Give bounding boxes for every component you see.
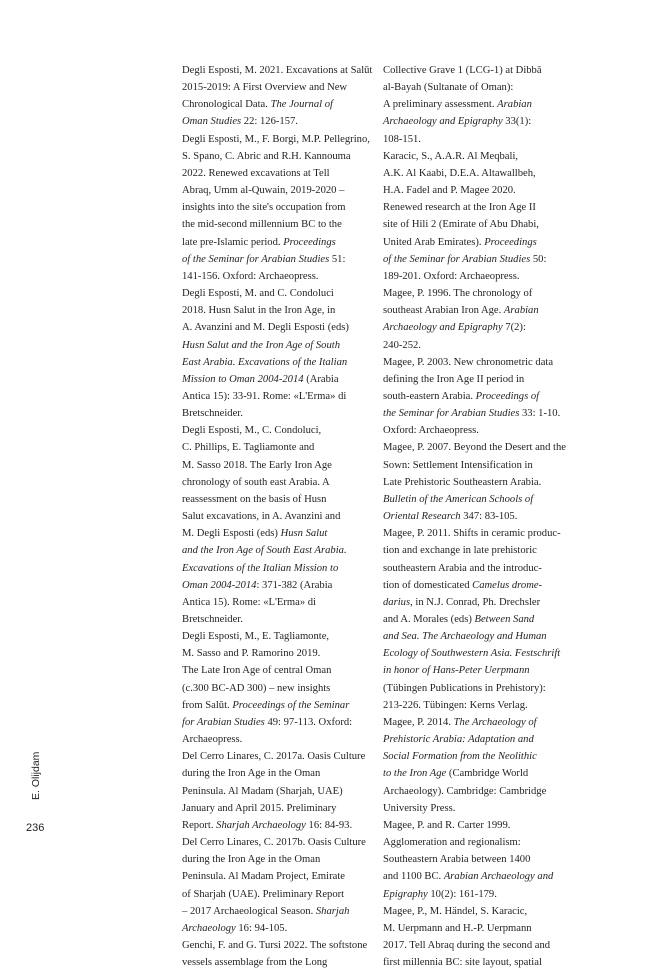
reference-line: Archaeology). Cambridge: Cambridge xyxy=(383,785,547,797)
reference-line: 108-151. xyxy=(383,133,421,145)
reference-line: Prehistoric Arabia: Adaptation and xyxy=(383,734,534,746)
reference-line: 240-252. xyxy=(383,339,421,351)
reference-line: Oman 2004-2014: 371-382 (Arabia xyxy=(182,579,333,591)
reference-line: 2022. Renewed excavations at Tell xyxy=(182,167,330,179)
reference-line: for Arabian Studies 49: 97-113. Oxford: xyxy=(182,716,353,728)
reference-line: S. Spano, C. Abric and R.H. Kannouma xyxy=(182,150,351,162)
reference-line: in honor of Hans-Peter Uerpmann xyxy=(383,665,530,677)
reference-line: Southeastern Arabia between 1400 xyxy=(383,854,531,866)
reference-line: 2015-2019: A First Overview and New xyxy=(182,82,348,94)
reference-line: 189-201. Oxford: Archaeopress. xyxy=(383,270,520,282)
reference-line: southeastern Arabia and the introduc- xyxy=(383,562,542,574)
reference-line: and the Iron Age of South East Arabia. xyxy=(182,545,347,557)
reference-line: insights into the site's occupation from xyxy=(182,202,346,214)
reference-line: – 2017 Archaeological Season. Sharjah xyxy=(182,905,350,917)
reference-line: A. Avanzini and M. Degli Esposti (eds) xyxy=(182,322,349,334)
reference-line: Magee, P. 2003. New chronometric data xyxy=(383,356,554,368)
reference-line: Excavations of the Italian Mission to xyxy=(182,562,339,574)
reference-line: site of Hili 2 (Emirate of Abu Dhabi, xyxy=(383,219,539,231)
reference-line: of the Seminar for Arabian Studies 51: xyxy=(182,253,346,265)
reference-line: M. Sasso and P. Ramorino 2019. xyxy=(182,648,321,660)
running-head-author: E. Olijdam xyxy=(30,751,42,800)
reference-line: the Seminar for Arabian Studies 33: 1-10. xyxy=(383,408,561,420)
reference-line: Bretschneider. xyxy=(182,614,243,625)
reference-line: Karacic, S., A.A.R. Al Meqbali, xyxy=(383,150,519,162)
reference-line: Peninsula. Al Madam Project, Emirate xyxy=(182,871,345,883)
reference-column-right xyxy=(383,62,565,971)
reference-entry xyxy=(383,439,565,525)
reference-line: Degli Esposti, M., C. Condoluci, xyxy=(182,425,322,437)
reference-entry xyxy=(182,748,376,834)
reference-line: Report. Sharjah Archaeology 16: 84-93. xyxy=(182,819,353,831)
reference-line: Abraq, Umm al-Quwain, 2019-2020 – xyxy=(182,185,345,197)
reference-line: defining the Iron Age II period in xyxy=(383,373,525,385)
reference-line: late pre-Islamic period. Proceedings xyxy=(182,236,336,248)
reference-line: of Sharjah (UAE). Preliminary Report xyxy=(182,888,345,900)
reference-line: A preliminary assessment. Arabian xyxy=(383,99,532,111)
reference-line: Antica 15): 33-91. Rome: «L'Erma» di xyxy=(182,390,347,402)
reference-line: Del Cerro Linares, C. 2017b. Oasis Culture xyxy=(182,837,366,849)
reference-line: Bretschneider. xyxy=(182,408,243,420)
reference-line: al-Bayah (Sultanate of Oman): xyxy=(383,82,514,94)
reference-entry xyxy=(182,422,376,628)
reference-line: Epigraphy 10(2): 161-179. xyxy=(383,888,497,900)
reference-line: University Press. xyxy=(383,802,456,814)
reference-line: Renewed research at the Iron Age II xyxy=(383,202,536,214)
reference-entry xyxy=(182,62,376,131)
reference-line: Magee, P., M. Händel, S. Karacic, xyxy=(383,905,528,917)
reference-line: (c.300 BC-AD 300) – new insights xyxy=(182,682,331,694)
reference-line: Bulletin of the American Schools of xyxy=(383,493,534,505)
reference-line: Magee, P. 2014. The Archaeology of xyxy=(383,716,537,728)
reference-line: from Salūt. Proceedings of the Seminar xyxy=(182,699,350,711)
reference-line: and 1100 BC. Arabian Archaeology and xyxy=(383,871,554,883)
reference-line: Antica 15). Rome: «L'Erma» di xyxy=(182,596,317,608)
reference-line: Oriental Research 347: 83-105. xyxy=(383,511,518,523)
reference-line: first millennia BC: site layout, spatial xyxy=(383,957,542,969)
reference-entry xyxy=(182,628,376,748)
reference-entry xyxy=(383,525,565,714)
reference-line: Archaeology and Epigraphy 33(1): xyxy=(383,116,532,128)
reference-line: Magee, P. and R. Carter 1999. xyxy=(383,819,511,831)
reference-line: Ecology of Southwestern Asia. Festschrift xyxy=(383,648,561,660)
page-number: 236 xyxy=(26,822,45,834)
reference-line: January and April 2015. Preliminary xyxy=(182,802,337,814)
reference-line: vessels assemblage from the Long xyxy=(182,957,328,969)
reference-line: Collective Grave 1 (LCG-1) at Dibbā xyxy=(383,65,542,76)
reference-line: Degli Esposti, M. and C. Condoluci xyxy=(182,288,334,300)
reference-entry xyxy=(383,817,565,903)
reference-line: A.K. Al Kaabi, D.E.A. Altawallbeh, xyxy=(383,167,536,179)
reference-line: H.A. Fadel and P. Magee 2020. xyxy=(383,185,516,197)
reference-line: (Tübingen Publications in Prehistory): xyxy=(383,682,546,694)
reference-entry xyxy=(182,131,376,285)
reference-line: Degli Esposti, M., E. Tagliamonte, xyxy=(182,631,330,643)
reference-entry xyxy=(182,834,376,937)
reference-line: to the Iron Age (Cambridge World xyxy=(383,768,529,780)
reference-line: Oxford: Archaeopress. xyxy=(383,425,479,437)
reference-line: Del Cerro Linares, C. 2017a. Oasis Culture xyxy=(182,751,366,763)
reference-line: during the Iron Age in the Oman xyxy=(182,854,321,866)
reference-line: Magee, P. 1996. The chronology of xyxy=(383,288,533,300)
reference-line: Archaeopress. xyxy=(182,734,243,746)
reference-line: Mission to Oman 2004-2014 (Arabia xyxy=(182,373,339,385)
reference-entry xyxy=(383,354,565,440)
reference-line: southeast Arabian Iron Age. Arabian xyxy=(383,305,539,317)
reference-line: C. Phillips, E. Tagliamonte and xyxy=(182,442,315,454)
reference-line: Peninsula. Al Madam (Sharjah, UAE) xyxy=(182,785,343,797)
reference-line: Degli Esposti, M. 2021. Excavations at Salūt xyxy=(182,65,373,76)
reference-line: The Late Iron Age of central Oman xyxy=(182,665,332,677)
reference-line: 141-156. Oxford: Archaeopress. xyxy=(182,270,319,282)
reference-line: of the Seminar for Arabian Studies 50: xyxy=(383,253,547,265)
reference-line: 2018. Husn Salut in the Iron Age, in xyxy=(182,305,336,317)
reference-line: United Arab Emirates). Proceedings xyxy=(383,236,537,248)
reference-line: East Arabia. Excavations of the Italian xyxy=(182,356,348,368)
reference-line: Chronological Data. The Journal of xyxy=(182,99,333,111)
reference-entry xyxy=(383,148,565,285)
reference-line: during the Iron Age in the Oman xyxy=(182,768,321,780)
reference-line: the mid-second millennium BC to the xyxy=(182,219,342,231)
running-head xyxy=(30,752,44,802)
reference-line: Genchi, F. and G. Tursi 2022. The softstone xyxy=(182,939,368,951)
reference-line: Agglomeration and regionalism: xyxy=(383,837,521,849)
reference-line: M. Degli Esposti (eds) Husn Salut xyxy=(182,528,328,540)
reference-line: Degli Esposti, M., F. Borgi, M.P. Pellegrino, xyxy=(182,133,370,145)
reference-line: chronology of south east Arabia. A xyxy=(182,476,330,488)
reference-line: and Sea. The Archaeology and Human xyxy=(383,631,547,643)
reference-line: M. Uerpmann and H.-P. Uerpmann xyxy=(383,922,532,934)
reference-entry xyxy=(182,285,376,422)
reference-line: Archaeology 16: 94-105. xyxy=(182,922,288,934)
reference-line: Oman Studies 22: 126-157. xyxy=(182,116,298,128)
reference-line: tion and exchange in late prehistoric xyxy=(383,545,537,557)
reference-entry xyxy=(383,714,565,817)
reference-line: south-eastern Arabia. Proceedings of xyxy=(383,390,540,402)
reference-line: and A. Morales (eds) Between Sand xyxy=(383,614,535,625)
reference-line: 213-226. Tübingen: Kerns Verlag. xyxy=(383,699,528,711)
reference-line: Husn Salut and the Iron Age of South xyxy=(182,339,341,351)
reference-line: Social Formation from the Neolithic xyxy=(383,751,537,763)
reference-line: darius, in N.J. Conrad, Ph. Drechsler xyxy=(383,596,541,608)
reference-entry xyxy=(383,62,565,148)
reference-entry xyxy=(383,285,565,354)
reference-line: Archaeology and Epigraphy 7(2): xyxy=(383,322,526,334)
reference-line: Magee, P. 2011. Shifts in ceramic produc- xyxy=(383,528,561,540)
reference-line: M. Sasso 2018. The Early Iron Age xyxy=(182,459,332,471)
reference-line: Magee, P. 2007. Beyond the Desert and the xyxy=(383,442,566,454)
reference-column-left xyxy=(182,62,376,971)
reference-line: Salut excavations, in A. Avanzini and xyxy=(182,511,341,523)
reference-line: tion of domesticated Camelus drome- xyxy=(383,579,543,591)
reference-line: Sown: Settlement Intensification in xyxy=(383,459,533,471)
reference-entry xyxy=(182,937,376,971)
reference-entry xyxy=(383,903,565,971)
reference-line: 2017. Tell Abraq during the second and xyxy=(383,939,551,951)
reference-line: reassessment on the basis of Husn xyxy=(182,493,327,505)
reference-line: Late Prehistoric Southeastern Arabia. xyxy=(383,476,542,488)
